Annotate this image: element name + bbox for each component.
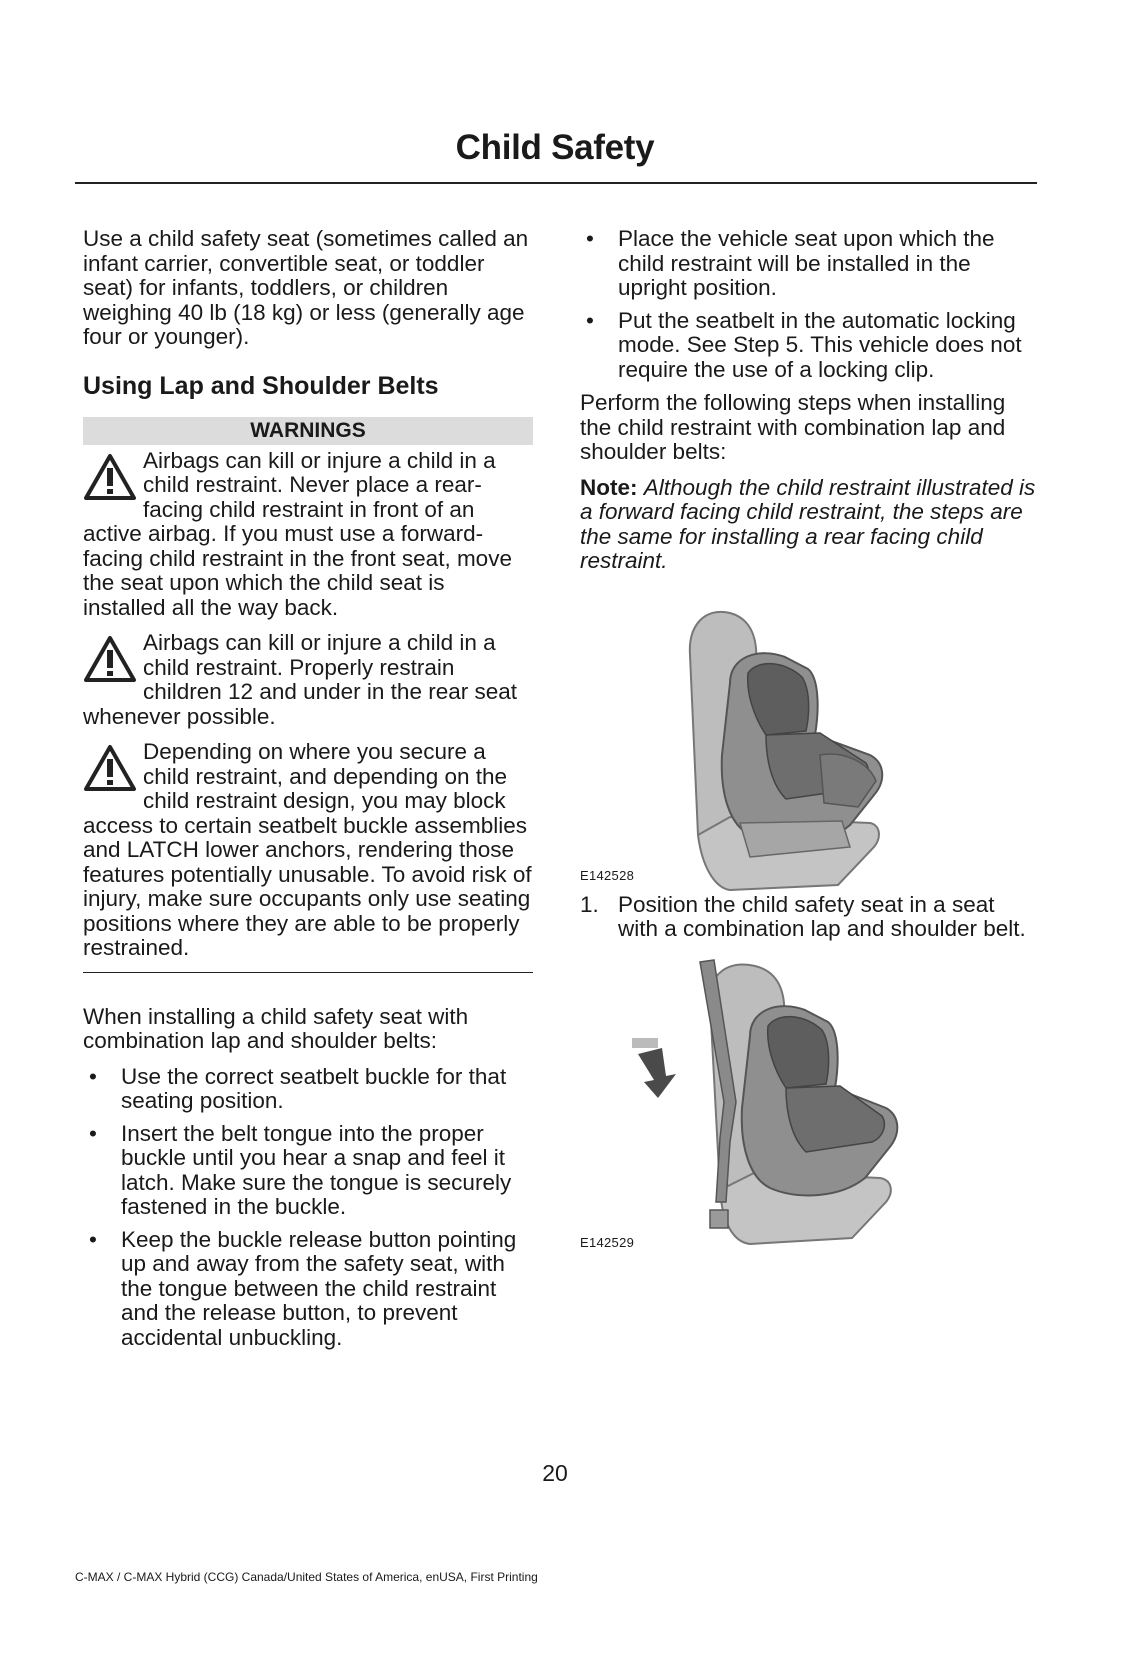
footer-printing-info: C-MAX / C-MAX Hybrid (CCG) Canada/United States of America, enUSA, First Printing [75, 1570, 538, 1584]
list-item-text: Use the correct seatbelt buckle for that seating position. [121, 1063, 507, 1113]
note [580, 476, 1040, 574]
warnings-end-divider [83, 972, 533, 973]
step-item [580, 893, 1040, 942]
list-item [83, 1122, 533, 1220]
list-item [83, 1228, 533, 1351]
bullet-mark: • [586, 226, 594, 251]
bullet-mark: • [89, 1120, 97, 1146]
warning-item [83, 449, 533, 621]
list-item-text: Put the seatbelt in the automatic locking mode. See Step 5. This vehicle does not require the use of a locking clip. [618, 307, 1022, 382]
note-label: Note: [580, 474, 638, 500]
list-item-text: Keep the buckle release button pointing up and away from the safety seat, with the tongue between the child restraint and the release button, to prevent accidental unbuckling. [121, 1226, 517, 1350]
list-item [580, 227, 1040, 301]
page-title: Child Safety [455, 128, 655, 167]
install-bullet-list [83, 1065, 533, 1351]
list-item [580, 309, 1040, 383]
warning-text: Airbags can kill or injure a child in a child restraint. Never place a rear-facing child restraint in front of an active airbag. If you must use a forward-facing child restraint in the front seat, move the seat upon which the child seat is installed all the way back. [83, 447, 512, 620]
steps-list [580, 893, 1040, 942]
list-item-text: Place the vehicle seat upon which the child restraint will be installed in the upright position. [618, 226, 995, 300]
note-text: Although the child restraint illustrated is a forward facing child restraint, the steps are the same for installing a rear facing child restraint. [580, 474, 1036, 573]
figure-caption: E142528 [580, 868, 635, 883]
steps-intro-paragraph: Perform the following steps when installing the child restraint with combination lap and shoulder belts: [580, 390, 1006, 464]
title-divider [75, 182, 1037, 184]
child-seat-belt-illustration [580, 952, 1030, 1260]
preparation-bullet-list [580, 227, 1040, 382]
warning-triangle-icon [83, 453, 143, 507]
left-column [83, 227, 533, 1359]
bullet-mark: • [89, 1226, 97, 1252]
bullet-mark: • [586, 307, 594, 333]
warning-item [83, 740, 533, 961]
child-seat-illustration [580, 585, 1030, 893]
figure-child-seat [580, 585, 1030, 893]
warnings-header: WARNINGS [83, 417, 533, 445]
right-column [580, 227, 1040, 1260]
step-number: 1. [580, 891, 599, 917]
figure-child-seat-belt [580, 952, 1030, 1260]
intro-paragraph: Use a child safety seat (sometimes called an infant carrier, convertible seat, or toddler seat) for infants, toddlers, or children weighing 40 lb (18 kg) or less (generally age four or younger). [83, 226, 529, 349]
warning-text: Airbags can kill or injure a child in a child restraint. Properly restrain children 12 and under in the rear seat whenever possible. [83, 630, 517, 729]
list-item-text: Insert the belt tongue into the proper buckle until you hear a snap and feel it latch. Make sure the tongue is securely fastened in the buckle. [121, 1120, 512, 1219]
step-text: Position the child safety seat in a seat with a combination lap and shoulder belt. [618, 891, 1026, 941]
install-intro-paragraph: When installing a child safety seat with combination lap and shoulder belts: [83, 1003, 469, 1053]
warning-item [83, 631, 533, 729]
figure-caption: E142529 [580, 1235, 635, 1250]
list-item [83, 1065, 533, 1114]
warning-triangle-icon [83, 744, 143, 798]
section-heading: Using Lap and Shoulder Belts [83, 371, 439, 400]
page-number: 20 [542, 1460, 568, 1486]
bullet-mark: • [89, 1063, 97, 1089]
warning-text: Depending on where you secure a child restraint, and depending on the child restraint design, you may block access to certain seatbelt buckle assemblies and LATCH lower anchors, rendering those features potentially unusable. To avoid risk of injury, make sure occupants only use seating positions where they are able to be properly restrained. [83, 739, 532, 960]
warning-triangle-icon [83, 635, 143, 689]
